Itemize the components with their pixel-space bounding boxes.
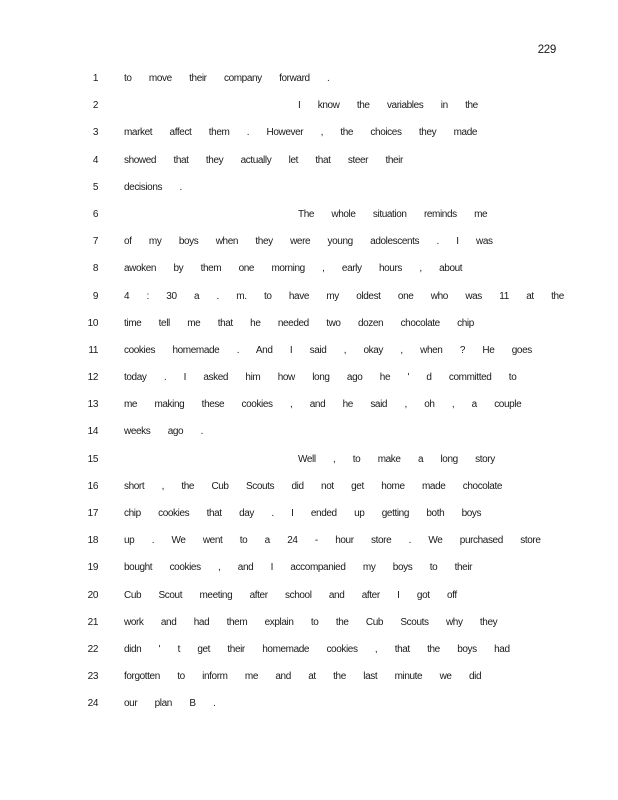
line-number: 11 (88, 344, 98, 356)
line-number: 19 (87, 562, 98, 574)
transcript-line (0, 342, 618, 369)
line-number: 23 (87, 671, 98, 683)
line-text: today . I asked him how long ago he ' d committed to (124, 372, 517, 384)
line-text: Well , to make a long story (298, 453, 495, 465)
transcript-line (0, 695, 618, 722)
transcript-line (0, 179, 618, 206)
line-number: 5 (92, 181, 98, 193)
line-number: 22 (87, 643, 98, 655)
line-text: awoken by them one morning , early hours , about (124, 263, 463, 275)
line-text: short , the Cub Scouts did not get home made chocolate (124, 480, 502, 492)
transcript-line (0, 532, 618, 559)
transcript-line (0, 124, 618, 151)
line-text: time tell me that he needed two dozen chocolate chip (124, 317, 474, 329)
line-number: 14 (87, 426, 98, 438)
transcript-line (0, 451, 618, 478)
line-text: 4 : 30 a . m. to have my oldest one who was 11 at the (124, 290, 564, 302)
line-number: 21 (87, 616, 98, 628)
transcript-line (0, 70, 618, 97)
line-text: of my boys when they were young adolescents . I was (124, 236, 493, 248)
line-text: I know the variables in the (298, 100, 478, 112)
line-text: cookies homemade . And I said , okay , when ? He goes (124, 344, 532, 356)
transcript-line (0, 559, 618, 586)
transcript-line (0, 587, 618, 614)
line-number: 20 (87, 589, 98, 601)
line-number: 2 (92, 100, 98, 112)
line-number: 17 (87, 508, 98, 519)
line-text: Cub Scout meeting after school and after I got off (124, 589, 457, 601)
transcript-line (0, 260, 618, 287)
transcript-line (0, 668, 618, 695)
transcript-line (0, 369, 618, 396)
line-text: me making these cookies , and he said , oh , a couple (124, 399, 522, 411)
line-text: chip cookies that day . I ended up getting both boys (124, 508, 482, 519)
line-text: forgotten to inform me and at the last minute we did (124, 671, 482, 683)
transcript-line (0, 233, 618, 260)
transcript-line (0, 97, 618, 124)
line-number: 16 (87, 480, 98, 492)
transcript-line (0, 315, 618, 342)
line-number: 7 (92, 236, 98, 248)
line-number: 18 (87, 535, 98, 547)
line-number: 15 (87, 453, 98, 465)
transcript-body (0, 70, 618, 723)
transcript-line (0, 641, 618, 668)
line-number: 13 (87, 399, 98, 411)
line-number: 24 (87, 698, 98, 710)
line-number: 9 (92, 290, 98, 302)
line-number: 10 (87, 317, 98, 329)
line-number: 8 (92, 263, 98, 275)
line-text: didn ' t get their homemade cookies , that the boys had (124, 643, 510, 655)
line-text: our plan B . (124, 698, 216, 710)
line-number: 6 (92, 208, 98, 220)
line-text: decisions . (124, 181, 182, 193)
line-text: showed that they actually let that steer their (124, 154, 403, 166)
transcript-line (0, 288, 618, 315)
page-number: 229 (537, 44, 556, 56)
transcript-line (0, 614, 618, 641)
transcript-line (0, 478, 618, 505)
transcript-line (0, 396, 618, 423)
line-text: The whole situation reminds me (298, 208, 488, 220)
transcript-line (0, 206, 618, 233)
line-number: 1 (92, 73, 98, 84)
line-text: market affect them . However , the choices they made (124, 127, 478, 139)
line-number: 4 (92, 154, 98, 166)
transcript-line (0, 152, 618, 179)
line-text: up . We went to a 24 - hour store . We purchased store (124, 535, 541, 547)
line-text: bought cookies , and I accompanied my boys to their (124, 562, 473, 574)
line-number: 3 (92, 127, 98, 139)
line-number: 12 (87, 372, 98, 384)
line-text: weeks ago . (124, 426, 203, 438)
line-text: work and had them explain to the Cub Scouts why they (124, 616, 498, 628)
transcript-line (0, 505, 618, 532)
transcript-line (0, 423, 618, 450)
line-text: to move their company forward . (124, 73, 330, 84)
